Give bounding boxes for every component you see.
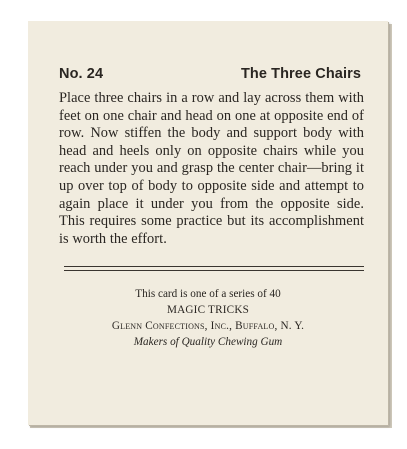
divider-rule-bottom (64, 270, 364, 271)
divider-rule-top (64, 266, 364, 267)
trading-card (28, 21, 388, 425)
company-name: Glenn Confections, Inc., Buffalo, N. Y. (111, 320, 305, 332)
company-tagline: Makers of Quality Chewing Gum (133, 336, 283, 348)
series-note: This card is one of a series of 40 (135, 288, 281, 300)
card-number: No. 24 (59, 66, 104, 82)
series-name: MAGIC TRICKS (166, 304, 250, 316)
trick-instructions: Place three chairs in a row and lay across them with feet on one chair and head on one at opposite end of row. Now stiffen the body and support body with head and heels only on opposite chairs while you reach under you and grasp the center chair—bring it up over top of body to opposite side and attempt to again place it under you from the opposite side. This requires some practice but its accomplishment is worth the effort. (59, 90, 364, 247)
card-title: The Three Chairs (240, 66, 361, 82)
